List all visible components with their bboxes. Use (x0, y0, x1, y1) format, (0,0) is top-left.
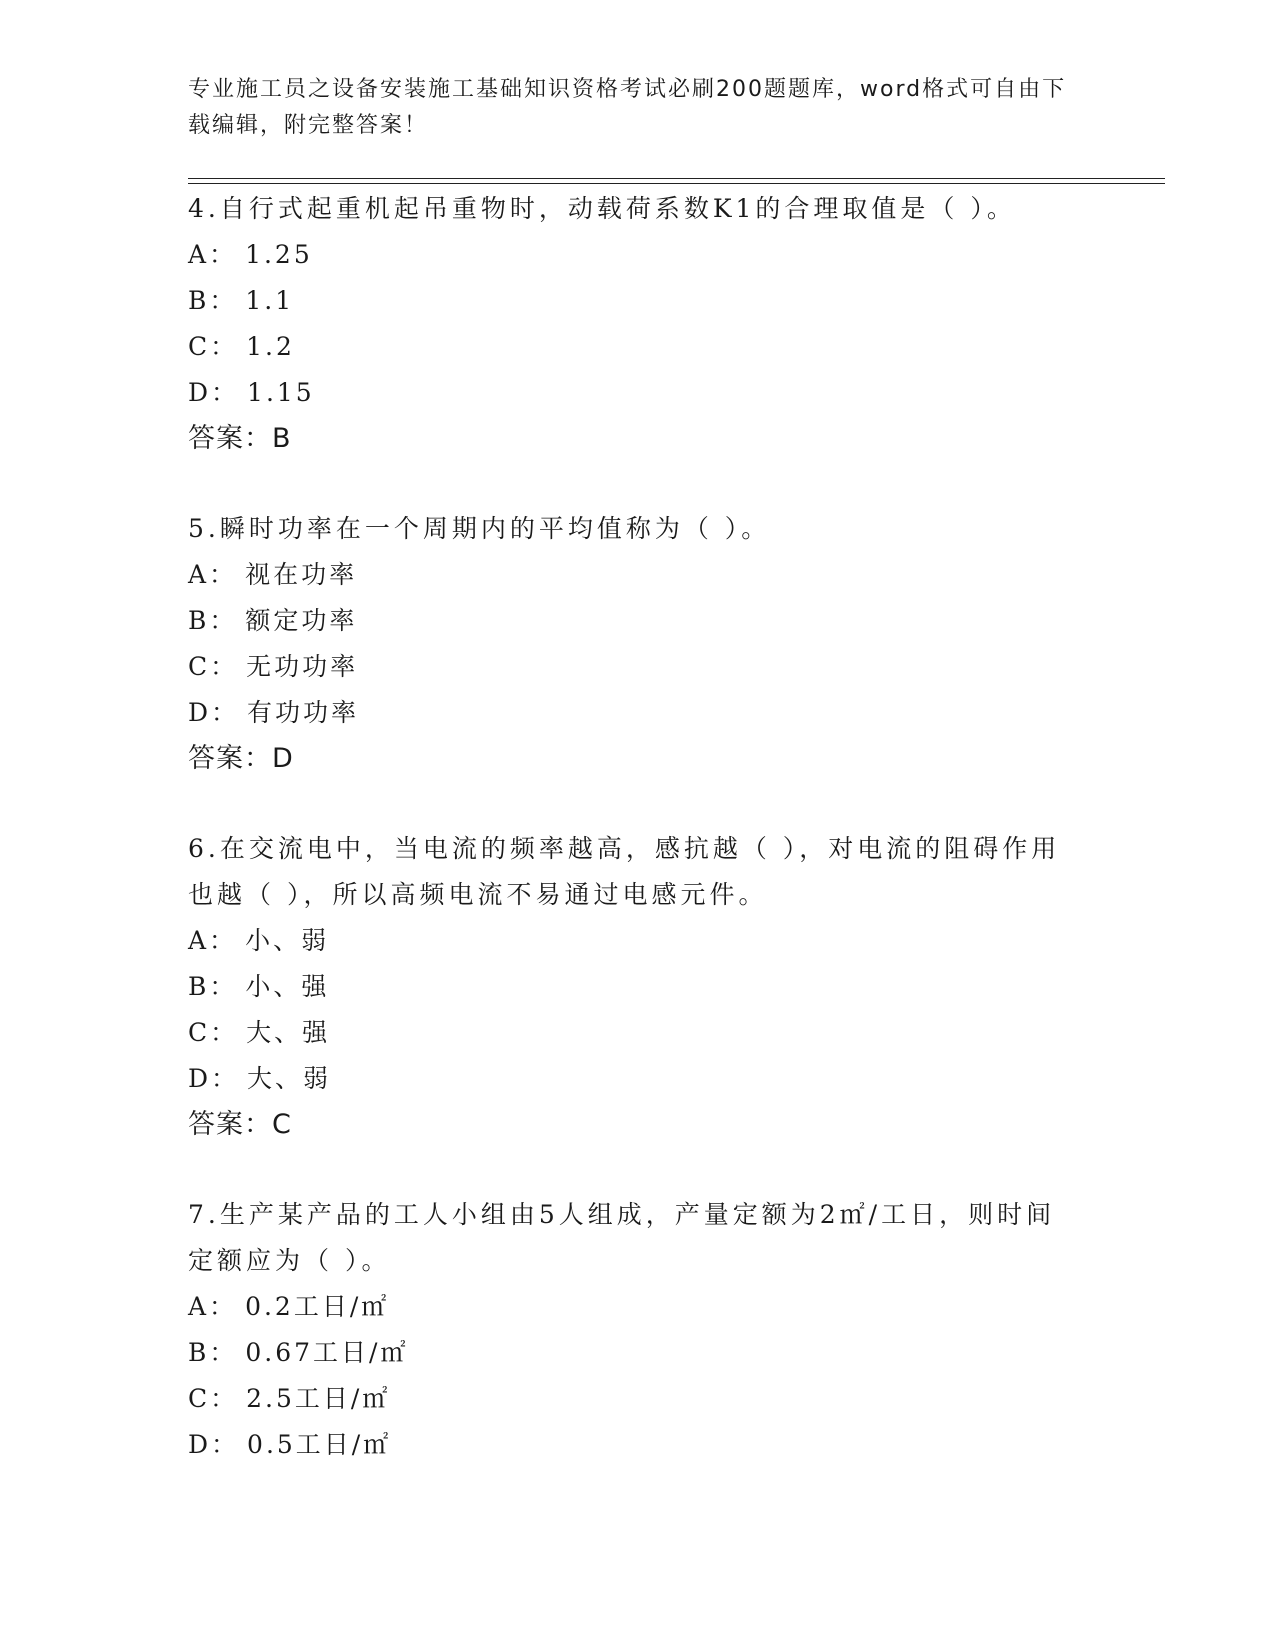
option-d (188, 690, 1188, 736)
option-b (188, 278, 1188, 324)
option-a (188, 232, 1188, 278)
option-text: 1.15 (247, 378, 315, 407)
header-divider-top (188, 178, 1165, 179)
option-d (188, 1422, 1188, 1468)
question-stem: 4.自行式起重机起吊重物时，动载荷系数K1的合理取值是（ ）。 (188, 194, 1016, 223)
option-text: 视在功率 (245, 560, 358, 589)
option-a (188, 918, 1188, 964)
option-key: A： (188, 560, 238, 589)
option-c (188, 1010, 1188, 1056)
option-c (188, 324, 1188, 370)
header-divider-bottom (188, 183, 1165, 184)
option-d (188, 1056, 1188, 1102)
option-text: 2.5工日/㎡ (246, 1384, 391, 1413)
option-c (188, 1376, 1188, 1422)
option-key: B： (188, 606, 238, 635)
option-key: C： (188, 332, 239, 361)
option-a (188, 1284, 1188, 1330)
option-text: 有功功率 (247, 698, 360, 727)
option-key: A： (188, 1292, 238, 1321)
option-key: B： (188, 286, 238, 315)
document-header: 专业施工员之设备安装施工基础知识资格考试必刷200题题库，word格式可自由下载编辑，附完整答案！ (188, 77, 1067, 138)
answer-line: 答案：B (188, 423, 292, 454)
option-key: A： (188, 926, 238, 955)
question-stem: 7.生产某产品的工人小组由5人组成，产量定额为2㎡/工日，则时间定额应为（ ）。 (188, 1200, 1056, 1275)
option-text: 0.2工日/㎡ (245, 1292, 390, 1321)
question-7 (188, 1192, 1188, 1468)
option-key: D： (188, 378, 240, 407)
question-stem: 5.瞬时功率在一个周期内的平均值称为（ ）。 (188, 514, 771, 543)
option-text: 大、强 (246, 1018, 331, 1047)
option-text: 1.1 (245, 286, 295, 315)
option-text: 1.25 (245, 240, 313, 269)
answer-line: 答案：D (188, 743, 294, 774)
option-text: 0.67工日/㎡ (245, 1338, 409, 1367)
question-list (188, 186, 1188, 1512)
option-text: 大、弱 (247, 1064, 332, 1093)
option-b (188, 1330, 1188, 1376)
question-6 (188, 826, 1188, 1148)
option-key: A： (188, 240, 238, 269)
question-stem: 6.在交流电中，当电流的频率越高，感抗越（ ），对电流的阻碍作用也越（ ），所以高频电流不易通过电感元件。 (188, 834, 1061, 909)
option-key: C： (188, 1384, 239, 1413)
option-key: D： (188, 698, 240, 727)
option-d (188, 370, 1188, 416)
option-text: 额定功率 (245, 606, 358, 635)
option-key: D： (188, 1064, 240, 1093)
option-key: B： (188, 972, 238, 1001)
option-b (188, 598, 1188, 644)
option-b (188, 964, 1188, 1010)
question-4 (188, 186, 1188, 462)
option-text: 1.2 (246, 332, 295, 361)
option-a (188, 552, 1188, 598)
option-c (188, 644, 1188, 690)
option-key: D： (188, 1430, 240, 1459)
option-text: 0.5工日/㎡ (247, 1430, 392, 1459)
option-key: C： (188, 1018, 239, 1047)
option-key: C： (188, 652, 239, 681)
option-text: 无功功率 (246, 652, 359, 681)
answer-line: 答案：C (188, 1109, 292, 1140)
option-text: 小、强 (245, 972, 330, 1001)
option-key: B： (188, 1338, 238, 1367)
option-text: 小、弱 (245, 926, 330, 955)
question-5 (188, 506, 1188, 782)
